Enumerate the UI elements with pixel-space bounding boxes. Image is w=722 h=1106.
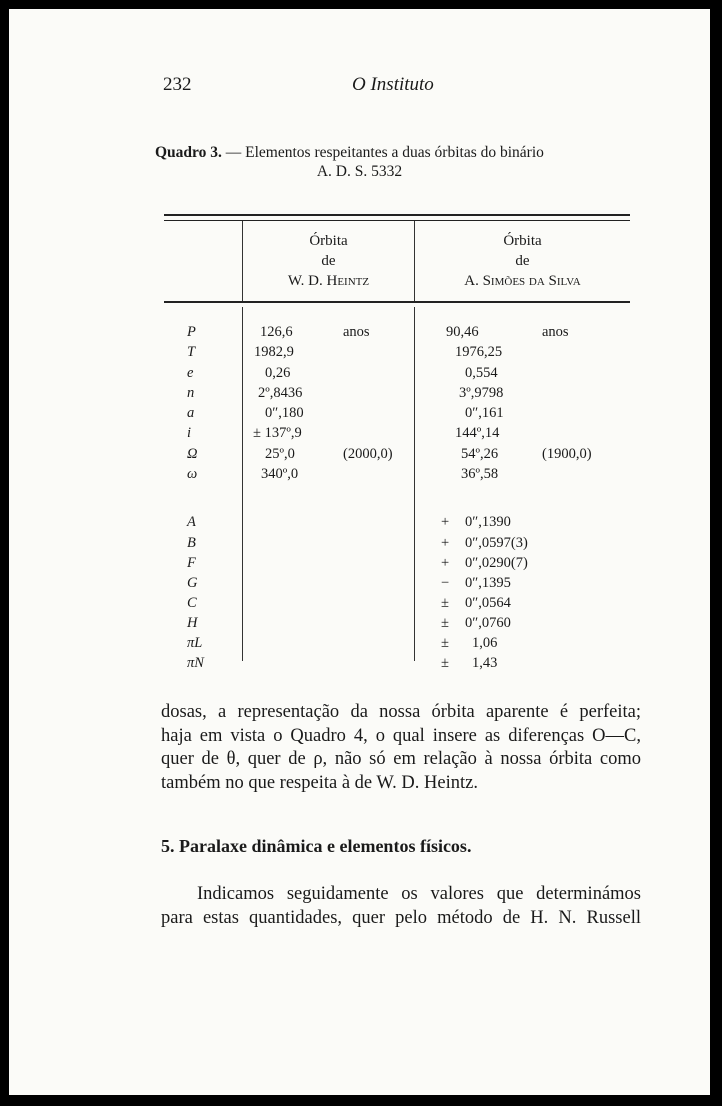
heintz-value: 340º,0 [261,466,299,482]
table-caption-line2: A. D. S. 5332 [316,163,403,180]
header-heintz-line2: de [321,253,336,269]
text-line: para estas quantidades, quer pelo método de H. N. Russell [161,907,641,928]
symbol-cell: ω [187,466,198,482]
symbol-cell: P [187,324,196,340]
heintz-note: anos [343,324,370,340]
sign-cell: ± [441,595,449,611]
sign-cell: − [441,575,450,591]
heintz-note: (2000,0) [343,446,393,462]
symbol-cell: a [187,405,195,421]
text-line: também no que respeita à de W. D. Heintz. [161,772,478,793]
table-header-rule [164,301,630,303]
symbol-cell: πN [187,655,204,671]
silva-note: anos [542,324,569,340]
silva-value: 0″,1395 [465,575,511,591]
symbol-cell: πL [187,635,203,651]
symbol-cell: B [187,535,196,551]
header-silva-line3: A. Simões da Silva [464,273,581,289]
silva-value: 1,06 [472,635,498,651]
heintz-value: 25º,0 [265,446,295,462]
silva-value: 0″,0290(7) [465,555,528,571]
sign-cell: ± [441,655,449,671]
silva-value: 1,43 [472,655,498,671]
silva-value: 90,46 [446,324,479,340]
header-silva [415,231,630,291]
symbol-cell: G [187,575,198,591]
symbol-cell: C [187,595,197,611]
heintz-value: 126,6 [260,324,293,340]
sign-cell: + [441,514,450,530]
header-silva-line2: de [515,253,530,269]
header-heintz-line1: Órbita [309,233,348,249]
section-heading: 5. Paralaxe dinâmica e elementos físicos. [161,836,472,856]
document-page [9,9,710,1095]
heintz-value: 0″,180 [265,405,304,421]
header-heintz [243,231,414,291]
silva-value: 0″,0597(3) [465,535,528,551]
heintz-value: 2º,8436 [258,385,303,401]
silva-value: 54º,26 [461,446,499,462]
table-top-rule [164,214,630,216]
header-heintz-line3: W. D. Heintz [287,273,370,289]
silva-value: 144º,14 [455,425,500,441]
table-caption-label: Quadro 3. [155,144,222,161]
symbol-cell: n [187,385,195,401]
text-line: haja em vista o Quadro 4, o qual insere as diferenças O—C, [161,725,641,746]
silva-value: 36º,58 [461,466,499,482]
page-number: 232 [163,74,192,95]
symbol-cell: F [187,555,196,571]
silva-value: 1976,25 [455,344,503,360]
silva-value: 3º,9798 [459,385,504,401]
symbol-cell: e [187,365,194,381]
text-line: quer de θ, quer de ρ, não só em relação à nossa órbita como [161,749,641,769]
silva-note: (1900,0) [542,446,592,462]
symbol-cell: T [187,344,196,360]
body-paragraph-1 [161,701,641,795]
heintz-value: 0,26 [265,365,291,381]
table-caption-text: — Elementos respeitantes a duas órbitas do binário [221,144,544,161]
running-title: O Instituto [352,74,434,95]
text-line: dosas, a representação da nossa órbita aparente é perfeita; [161,702,641,722]
silva-value: 0″,161 [465,405,504,421]
table-divider-left [242,307,243,661]
sign-cell: ± [441,635,449,651]
header-silva-line1: Órbita [503,233,542,249]
symbol-cell: Ω [187,446,198,462]
table-caption [155,144,544,162]
symbol-cell: A [187,514,196,530]
silva-value: 0″,0760 [465,615,511,631]
sign-cell: ± [441,615,449,631]
silva-value: 0,554 [465,365,498,381]
text-line: Indicamos seguidamente os valores que determinámos [197,884,641,904]
table-divider-right [414,307,415,661]
sign-cell: + [441,535,450,551]
symbol-cell: i [187,425,192,441]
sign-cell: + [441,555,450,571]
heintz-value: 1982,9 [254,344,294,360]
silva-value: 0″,1390 [465,514,511,530]
silva-value: 0″,0564 [465,595,511,611]
table-top-rule-inner [164,220,630,221]
heintz-value: ± 137º,9 [253,425,302,441]
symbol-cell: H [187,615,198,631]
body-paragraph-2 [161,883,641,930]
